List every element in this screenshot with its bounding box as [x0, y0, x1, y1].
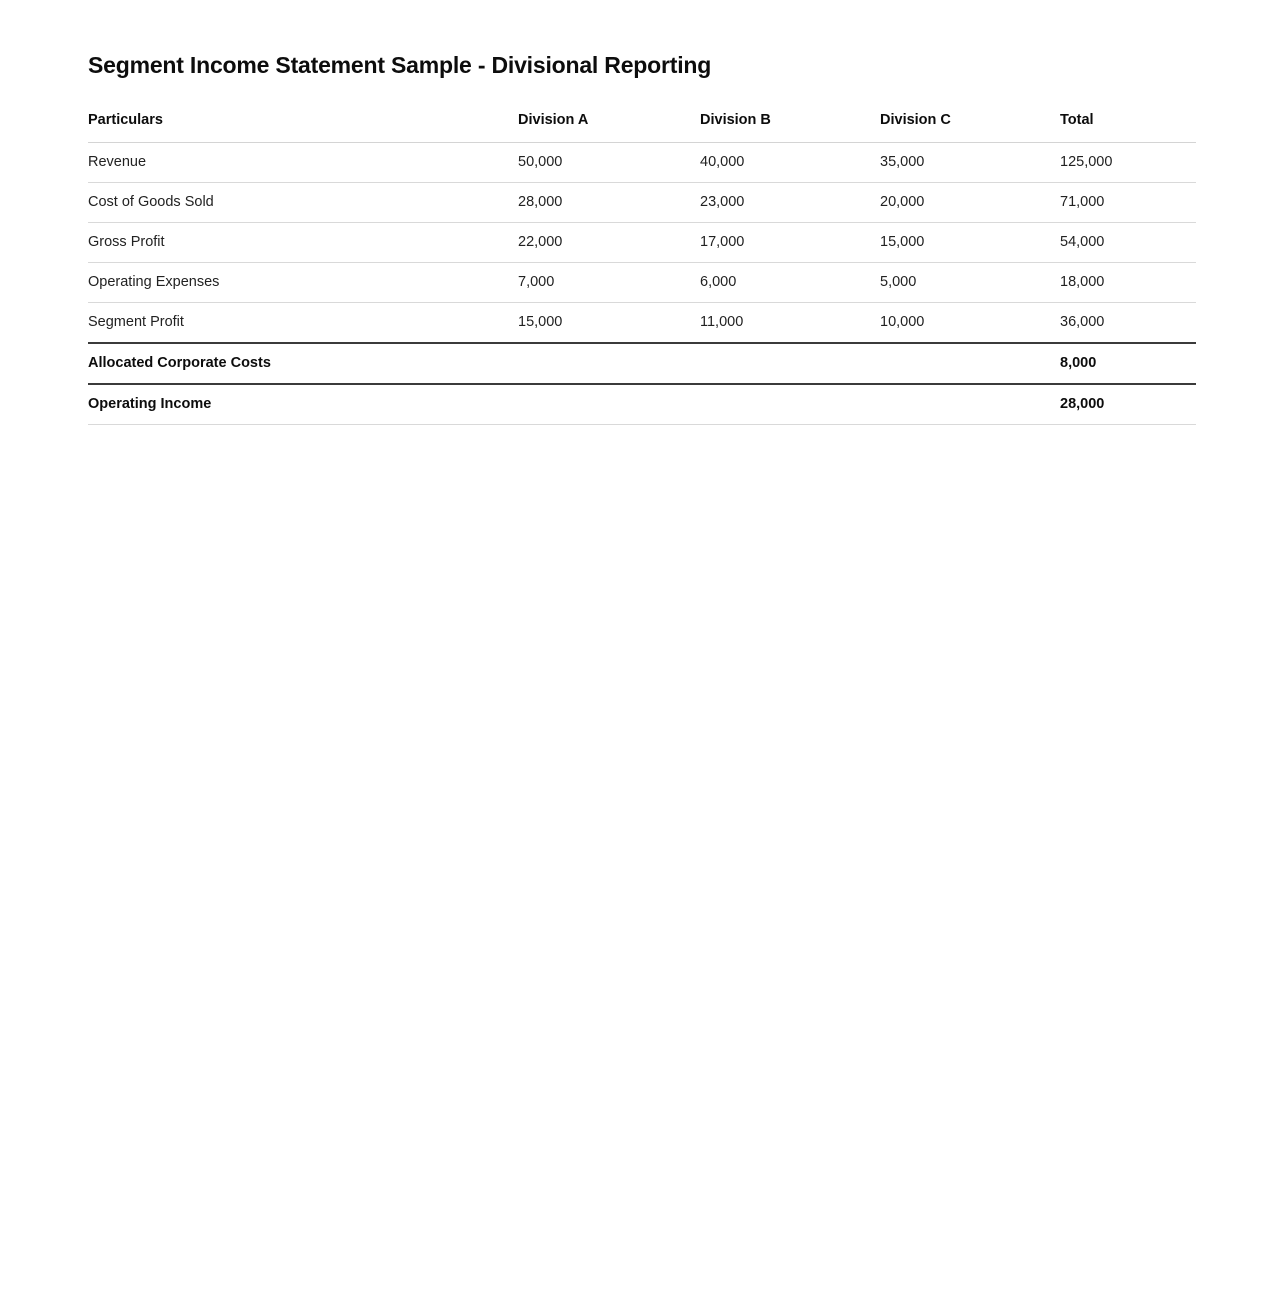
column-header-total: Total	[1060, 112, 1196, 143]
row-value-cell-division_b	[700, 343, 880, 384]
row-label-cell: Segment Profit	[88, 302, 518, 343]
row-value-cell-total: 54,000	[1060, 222, 1196, 262]
column-header-division-b: Division B	[700, 112, 880, 143]
row-value-cell-division_b: 23,000	[700, 182, 880, 222]
column-header-division-a: Division A	[518, 112, 700, 143]
row-value-cell-total: 36,000	[1060, 302, 1196, 343]
row-value-cell-total: 28,000	[1060, 384, 1196, 425]
row-value-cell-division_b: 6,000	[700, 262, 880, 302]
row-value-cell-total: 71,000	[1060, 182, 1196, 222]
table-body	[88, 142, 1196, 424]
table-row	[88, 262, 1196, 302]
segment-income-statement-table	[88, 112, 1196, 425]
row-value-cell-total: 125,000	[1060, 142, 1196, 182]
row-label-cell: Gross Profit	[88, 222, 518, 262]
row-label-cell: Operating Income	[88, 384, 518, 425]
row-label-cell: Revenue	[88, 142, 518, 182]
row-value-cell-division_a: 15,000	[518, 302, 700, 343]
table-row	[88, 222, 1196, 262]
page-title: Segment Income Statement Sample - Divisional Reporting	[88, 52, 712, 78]
row-value-cell-division_c: 10,000	[880, 302, 1060, 343]
row-value-cell-division_a: 22,000	[518, 222, 700, 262]
document-page	[0, 0, 1278, 425]
column-header-division-c: Division C	[880, 112, 1060, 143]
row-value-cell-division_b: 11,000	[700, 302, 880, 343]
table-row	[88, 182, 1196, 222]
row-value-cell-division_c: 35,000	[880, 142, 1060, 182]
row-value-cell-division_c	[880, 343, 1060, 384]
column-header-particulars: Particulars	[88, 112, 518, 143]
row-value-cell-division_b	[700, 384, 880, 425]
row-value-cell-division_a: 50,000	[518, 142, 700, 182]
row-value-cell-total: 8,000	[1060, 343, 1196, 384]
row-label-cell: Operating Expenses	[88, 262, 518, 302]
row-label-cell: Allocated Corporate Costs	[88, 343, 518, 384]
row-value-cell-division_c: 15,000	[880, 222, 1060, 262]
row-value-cell-division_a	[518, 384, 700, 425]
row-value-cell-division_c: 5,000	[880, 262, 1060, 302]
row-value-cell-division_a: 28,000	[518, 182, 700, 222]
row-value-cell-division_b: 40,000	[700, 142, 880, 182]
table-header-row	[88, 112, 1196, 143]
table-header	[88, 112, 1196, 143]
table-row	[88, 343, 1196, 384]
row-value-cell-division_c: 20,000	[880, 182, 1060, 222]
row-value-cell-total: 18,000	[1060, 262, 1196, 302]
table-row	[88, 384, 1196, 425]
table-row	[88, 142, 1196, 182]
row-value-cell-division_a: 7,000	[518, 262, 700, 302]
row-label-cell: Cost of Goods Sold	[88, 182, 518, 222]
table-row	[88, 302, 1196, 343]
row-value-cell-division_b: 17,000	[700, 222, 880, 262]
row-value-cell-division_a	[518, 343, 700, 384]
row-value-cell-division_c	[880, 384, 1060, 425]
